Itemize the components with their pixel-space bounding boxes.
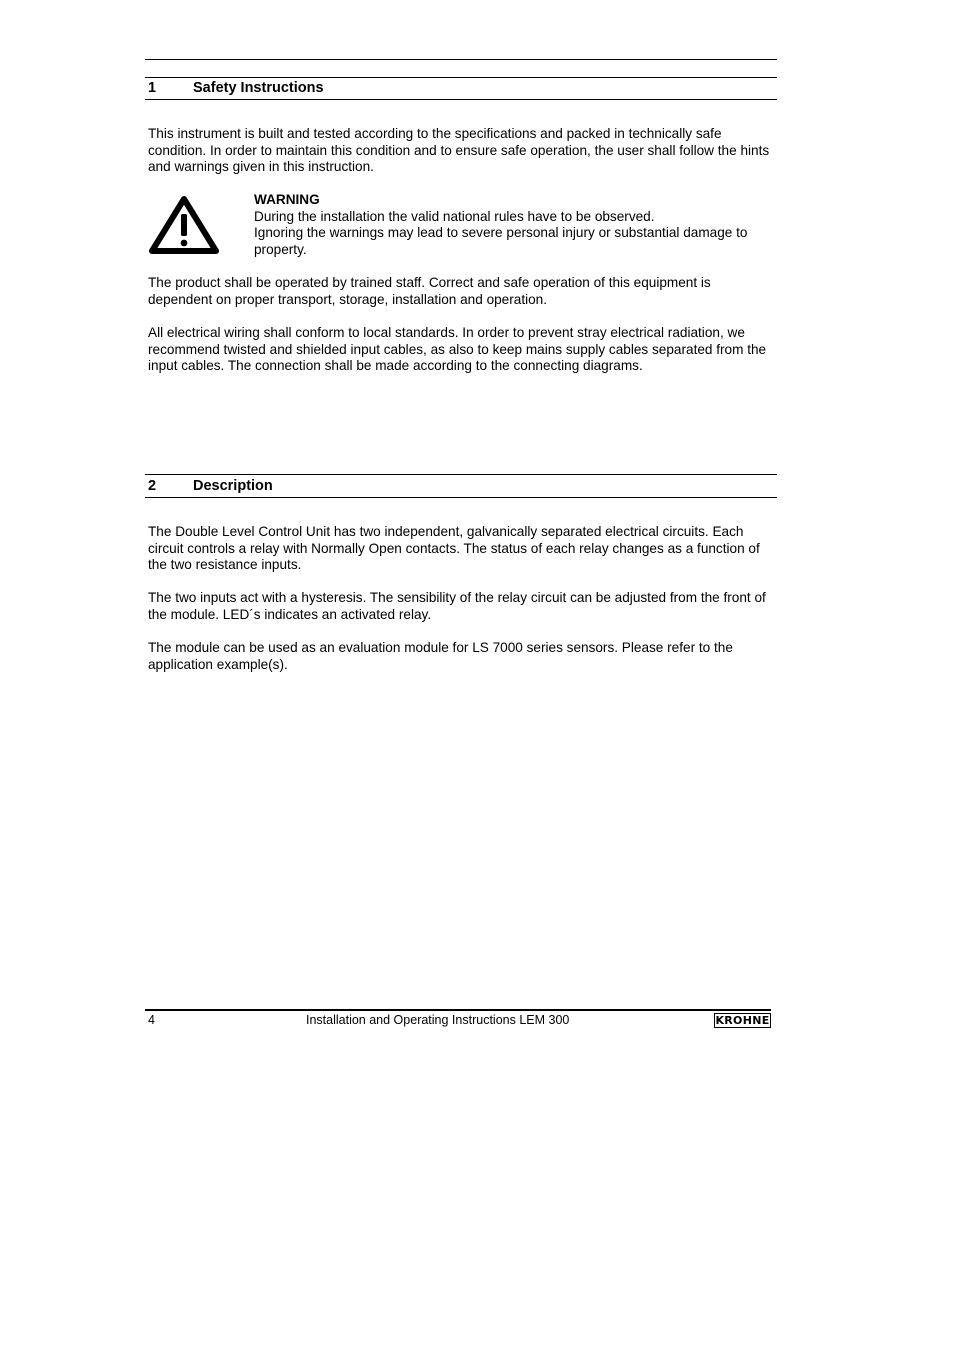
section1-heading [148,78,776,98]
footer-title: Installation and Operating Instructions LEM 300 [306,1013,570,1027]
section2-para2: The two inputs act with a hysteresis. The sensibility of the relay circuit can be adjusted from the front of the module. LED´s indicates an activated relay. [148,590,766,622]
section2-top-rule [145,474,777,475]
warning-line1: During the installation the valid national rules have to be observed. [254,208,655,224]
warning-title: WARNING [254,192,320,207]
section1-intro: This instrument is built and tested according to the specifications and packed in technically safe condition. In order to maintain this condition and to ensure safe operation, the user shall follow the hints and warnings given in this instruction. [148,126,770,175]
section2-title: Description [193,478,273,494]
section2-bottom-rule [145,497,777,498]
page-number: 4 [148,1013,155,1027]
section2-para3: The module can be used as an evaluation module for LS 7000 series sensors. Please refer to the application example(s). [148,640,733,672]
section1-para3: All electrical wiring shall conform to local standards. In order to prevent stray electrical radiation, we recommend twisted and shielded input cables, as also to keep mains supply cables separated from the input cables. The connection shall be made according to the connecting diagrams. [148,325,767,374]
warning-line2: Ignoring the warnings may lead to severe personal injury or substantial damage to property. [254,225,748,258]
warning-block [254,192,778,259]
logo-text: KROHNE [715,1014,770,1027]
section2-para1: The Double Level Control Unit has two independent, galvanically separated electrical circuits. Each circuit controls a relay with Normally Open contacts. The status of each relay changes as a function of the two resistance inputs. [148,524,760,573]
footer-rule [145,1009,771,1011]
section1-para2: The product shall be operated by trained staff. Correct and safe operation of this equipment is dependent on proper transport, storage, installation and operation. [148,275,711,307]
warning-triangle-icon [148,193,220,257]
section1-number: 1 [148,80,157,96]
section1-bottom-rule [145,99,777,100]
top-rule [145,59,777,60]
krohne-logo [714,1013,771,1028]
section1-title: Safety Instructions [193,80,324,96]
section2-number: 2 [148,478,157,494]
section2-heading [148,476,776,496]
